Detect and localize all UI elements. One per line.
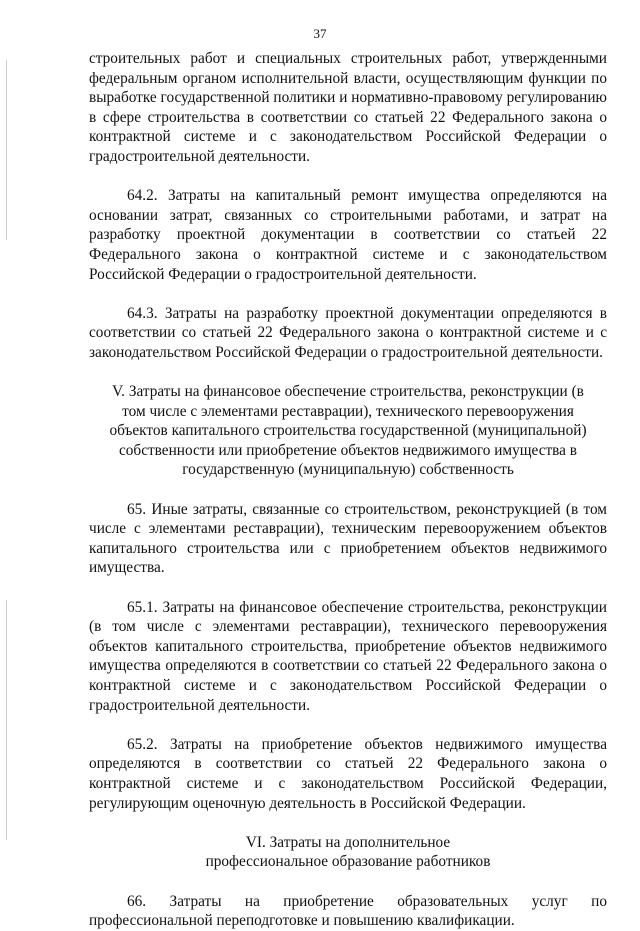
paragraph-continuation: строительных работ и специальных строительных работ, утвержденными федеральным органом исполнительной власти, осуществляющим функции по выработке государственной политики и нормативно-правовому регулированию в сфере строительства в соответствии со статьей 22 Федерального закона о контрактной системе и с законодательством Российской Федерации о градостроительной деятельности. xyxy=(89,50,607,165)
paragraph-66: 66. Затраты на приобретение образовательных услуг по профессиональной переподготовке и повышению квалификации. xyxy=(89,892,607,930)
document-body xyxy=(89,49,607,931)
scan-edge-mark xyxy=(6,60,7,240)
section-heading-vi-line1: VI. Затраты на дополнительное xyxy=(245,833,451,851)
paragraph-65-1: 65.1. Затраты на финансовое обеспечение строительства, реконструкции (в том числе с элементами реставрации), технического перевооружения объектов капитального строительства, приобретение объектов недвижимого имущества определяются в соответствии со статьей 22 Федерального закона о контрактной системе и с законодательством Российской Федерации о градостроительной деятельности. xyxy=(89,598,607,714)
paragraph-65-2: 65.2. Затраты на приобретение объектов недвижимого имущества определяются в соответствии со статьей 22 Федерального закона о контрактной системе и с законодательством Российской Федерации, регулирующим оценочную деятельность в Российской Федерации. xyxy=(89,735,607,812)
scan-edge-mark xyxy=(6,600,7,840)
section-heading-v: V. Затраты на финансовое обеспечение строительства, реконструкции (в том числе с элементами реставрации), технического перевооружения объектов капитального строительства государственной (муниципальной) собственности или приобретение объектов недвижимого имущества в государственную (муниципальную) собственность xyxy=(109,383,587,479)
paragraph-65: 65. Иные затраты, связанные со строительством, реконструкцией (в том числе с элементами реставрации), техническим перевооружением объектов капитального строительства или с приобретением объектов недвижимого имущества. xyxy=(89,500,607,577)
page-number: 37 xyxy=(313,26,327,41)
paragraph-64-2: 64.2. Затраты на капитальный ремонт имущества определяются на основании затрат, связанных со строительными работами, и затрат на разработку проектной документации в соответствии со статьей 22 Федерального закона о контрактной системе и с законодательством Российской Федерации о градостроительной деятельности. xyxy=(89,187,607,283)
section-heading-vi xyxy=(103,833,593,872)
section-heading-vi-line2: профессиональное образование работников xyxy=(205,853,491,871)
paragraph-64-3: 64.3. Затраты на разработку проектной документации определяются в соответствии со статьей 22 Федерального закона о контрактной системе и с законодательством Российской Федерации о градостроительной деятельности. xyxy=(89,304,607,361)
